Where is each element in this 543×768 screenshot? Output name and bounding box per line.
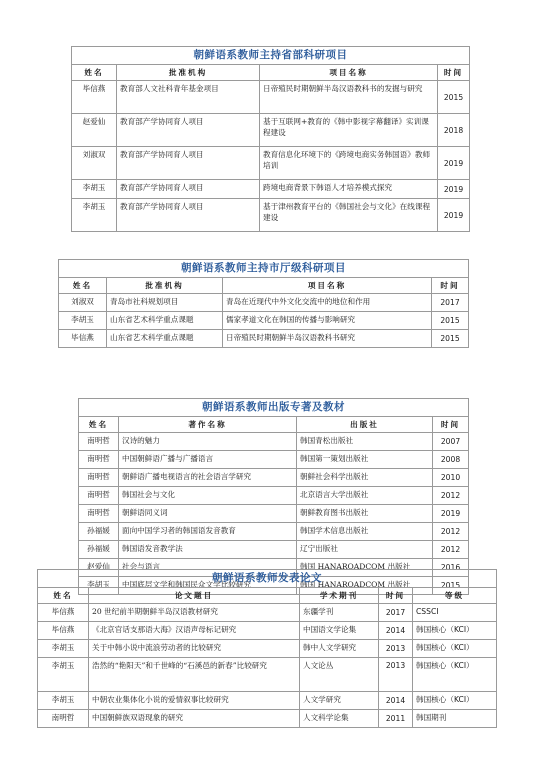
cell-year: 2013 <box>379 658 413 692</box>
table-row <box>38 640 497 658</box>
provincial-projects-table <box>71 46 470 232</box>
header-paper: 论文题目 <box>89 588 300 604</box>
cell-year: 2019 <box>438 199 470 232</box>
publications-title: 朝鲜语系教师出版专著及教材 <box>79 399 469 417</box>
table-row <box>38 658 497 692</box>
header-name: 姓名 <box>38 588 89 604</box>
cell-year: 2014 <box>379 692 413 710</box>
cell-book: 面向中国学习者的韩国语发音教育 <box>119 523 297 541</box>
cell-publisher: 北京语言大学出版社 <box>297 487 433 505</box>
cell-year: 2015 <box>432 330 469 348</box>
cell-level: 韩国期刊 <box>413 710 497 728</box>
table-row <box>59 294 469 312</box>
table-provincial-projects <box>71 46 469 232</box>
cell-year: 2010 <box>433 469 469 487</box>
cell-name: 李胡玉 <box>38 692 89 710</box>
papers-title: 朝鲜语系教师发表论文 <box>38 570 497 588</box>
table-row <box>79 451 469 469</box>
cell-agency: 山东省艺术科学重点课题 <box>107 330 223 348</box>
cell-year: 2014 <box>379 622 413 640</box>
cell-publisher: 韩国青松出版社 <box>297 433 433 451</box>
cell-year: 2015 <box>438 81 470 114</box>
cell-project: 基于津州教育平台的《韩国社会与文化》在线课程建设 <box>260 199 438 232</box>
cell-paper: 浩然的“艳阳天”和千世峰的“石溪邑的新春”比较研究 <box>89 658 300 692</box>
cell-journal: 人文科学论集 <box>300 710 379 728</box>
table-row <box>38 622 497 640</box>
cell-name: 赵爱仙 <box>72 114 117 147</box>
cell-name: 李胡玉 <box>79 577 119 595</box>
cell-journal: 东疆学刊 <box>300 604 379 622</box>
cell-journal: 中国语文学论集 <box>300 622 379 640</box>
cell-level: 韩国核心（KCI） <box>413 692 497 710</box>
cell-name: 南明哲 <box>79 451 119 469</box>
table-header-row <box>38 588 497 604</box>
cell-name: 李胡玉 <box>72 199 117 232</box>
cell-paper: 中国朝鲜族双语现象的研究 <box>89 710 300 728</box>
table-row <box>79 541 469 559</box>
table-row <box>72 199 470 232</box>
header-agency: 批准机构 <box>107 278 223 294</box>
cell-project: 儒家孝道文化在韩国的传播与影响研究 <box>223 312 432 330</box>
table-row <box>72 147 470 180</box>
cell-name: 李胡玉 <box>72 180 117 199</box>
cell-project: 跨境电商背景下韩语人才培养模式探究 <box>260 180 438 199</box>
cell-agency: 教育部产学协同育人项目 <box>117 114 260 147</box>
table-row <box>79 469 469 487</box>
header-project: 项目名称 <box>260 65 438 81</box>
table-row <box>59 312 469 330</box>
table-row <box>79 505 469 523</box>
cell-name: 南明哲 <box>79 505 119 523</box>
table-row <box>79 487 469 505</box>
cell-name: 毕信燕 <box>72 81 117 114</box>
table-row <box>72 81 470 114</box>
table-row <box>72 114 470 147</box>
cell-name: 刘淑双 <box>59 294 107 312</box>
cell-year: 2015 <box>433 577 469 595</box>
cell-publisher: 韩国第一策划出版社 <box>297 451 433 469</box>
cell-journal: 人文论丛 <box>300 658 379 692</box>
cell-agency: 青岛市社科规划项目 <box>107 294 223 312</box>
cell-year: 2011 <box>379 710 413 728</box>
header-name: 姓名 <box>59 278 107 294</box>
municipal-projects-title: 朝鲜语系教师主持市厅级科研项目 <box>59 260 469 278</box>
cell-agency: 教育部产学协同育人项目 <box>117 199 260 232</box>
cell-year: 2012 <box>433 541 469 559</box>
publications-table <box>78 398 469 595</box>
cell-year: 2019 <box>438 147 470 180</box>
cell-project: 日帝殖民时期朝鲜半岛汉语教科书研究 <box>223 330 432 348</box>
cell-journal: 人文学研究 <box>300 692 379 710</box>
cell-project: 青岛在近现代中外文化交流中的地位和作用 <box>223 294 432 312</box>
cell-project: 日帝殖民时期朝鲜半岛汉语教科书的发掘与研究 <box>260 81 438 114</box>
table-row <box>38 710 497 728</box>
header-journal: 学术期刊 <box>300 588 379 604</box>
cell-book: 韩国语发音教学法 <box>119 541 297 559</box>
cell-year: 2018 <box>438 114 470 147</box>
cell-paper: 关于中韩小说中流浪劳动者的比较研究 <box>89 640 300 658</box>
cell-name: 南明哲 <box>79 487 119 505</box>
cell-book: 社会与语言 <box>119 559 297 577</box>
cell-level: CSSCI <box>413 604 497 622</box>
cell-year: 2017 <box>379 604 413 622</box>
cell-paper: 中朝农业集体化小说的爱情叙事比较研究 <box>89 692 300 710</box>
cell-publisher: 辽宁出版社 <box>297 541 433 559</box>
cell-paper: 《北京官话支那语大海》汉语声母标记研究 <box>89 622 300 640</box>
cell-name: 李胡玉 <box>38 658 89 692</box>
cell-publisher: 韩国 HANAROADCOM 出版社 <box>297 559 433 577</box>
header-year: 时间 <box>438 65 470 81</box>
cell-year: 2017 <box>432 294 469 312</box>
table-header-row <box>79 417 469 433</box>
table-row <box>38 604 497 622</box>
cell-publisher: 韩国学术信息出版社 <box>297 523 433 541</box>
cell-year: 2007 <box>433 433 469 451</box>
papers-table <box>37 569 497 728</box>
table-row <box>79 523 469 541</box>
cell-journal: 韩中人文学研究 <box>300 640 379 658</box>
cell-book: 朝鲜语广播电视语言的社会语言学研究 <box>119 469 297 487</box>
cell-name: 毕信燕 <box>38 604 89 622</box>
cell-name: 毕信燕 <box>59 330 107 348</box>
cell-year: 2012 <box>433 523 469 541</box>
header-year: 时间 <box>433 417 469 433</box>
header-name: 姓名 <box>79 417 119 433</box>
cell-book: 朝鲜语同义词 <box>119 505 297 523</box>
cell-publisher: 韩国 HANAROADCOM 出版社 <box>297 577 433 595</box>
header-book: 著作名称 <box>119 417 297 433</box>
table-row <box>72 180 470 199</box>
cell-agency: 教育部产学协同育人项目 <box>117 180 260 199</box>
cell-year: 2019 <box>438 180 470 199</box>
cell-year: 2015 <box>432 312 469 330</box>
cell-project: 教育信息化环境下的《跨境电商实务韩国语》教师培训 <box>260 147 438 180</box>
header-name: 姓名 <box>72 65 117 81</box>
cell-paper: 20 世纪前半期朝鲜半岛汉语教材研究 <box>89 604 300 622</box>
table-publications <box>78 398 468 595</box>
cell-name: 李胡玉 <box>59 312 107 330</box>
cell-name: 南明哲 <box>79 433 119 451</box>
table-row <box>38 692 497 710</box>
header-year: 时间 <box>432 278 469 294</box>
cell-name: 赵爱仙 <box>79 559 119 577</box>
table-row <box>59 330 469 348</box>
table-header-row <box>59 278 469 294</box>
cell-book: 汉诗的魅力 <box>119 433 297 451</box>
cell-book: 韩国社会与文化 <box>119 487 297 505</box>
table-papers <box>37 569 496 728</box>
table-row <box>79 433 469 451</box>
cell-name: 毕信燕 <box>38 622 89 640</box>
header-year: 时间 <box>379 588 413 604</box>
cell-name: 李胡玉 <box>38 640 89 658</box>
cell-publisher: 朝鲜社会科学出版社 <box>297 469 433 487</box>
cell-level: 韩国核心（KCI） <box>413 622 497 640</box>
cell-year: 2019 <box>433 505 469 523</box>
cell-publisher: 朝鲜教育图书出版社 <box>297 505 433 523</box>
header-agency: 批准机构 <box>117 65 260 81</box>
cell-year: 2012 <box>433 487 469 505</box>
cell-book: 中国朝鲜语广播与广播语言 <box>119 451 297 469</box>
cell-book: 中国底层文学和韩国民众文学比较研究 <box>119 577 297 595</box>
cell-agency: 山东省艺术科学重点课题 <box>107 312 223 330</box>
header-level: 等级 <box>413 588 497 604</box>
cell-name: 刘淑双 <box>72 147 117 180</box>
cell-name: 南明哲 <box>38 710 89 728</box>
cell-level: 韩国核心（KCI） <box>413 658 497 692</box>
header-project: 项目名称 <box>223 278 432 294</box>
cell-agency: 教育部产学协同育人项目 <box>117 147 260 180</box>
provincial-projects-title: 朝鲜语系教师主持省部科研项目 <box>72 47 470 65</box>
header-publisher: 出版社 <box>297 417 433 433</box>
cell-level: 韩国核心（KCI） <box>413 640 497 658</box>
municipal-projects-table <box>58 259 469 348</box>
cell-name: 孙福媛 <box>79 541 119 559</box>
table-header-row <box>72 65 470 81</box>
cell-year: 2016 <box>433 559 469 577</box>
cell-year: 2008 <box>433 451 469 469</box>
cell-project: 基于互联网+教育的《韩中影视字幕翻译》实训课程建设 <box>260 114 438 147</box>
cell-name: 孙福媛 <box>79 523 119 541</box>
cell-name: 南明哲 <box>79 469 119 487</box>
table-municipal-projects <box>58 259 468 348</box>
cell-agency: 教育部人文社科青年基金项目 <box>117 81 260 114</box>
cell-year: 2013 <box>379 640 413 658</box>
